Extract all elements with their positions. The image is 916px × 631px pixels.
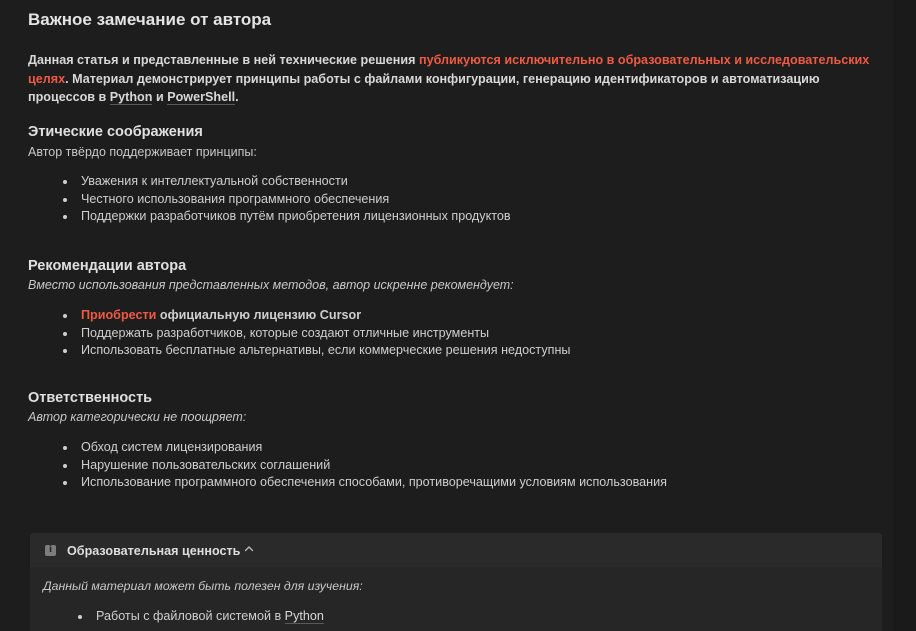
- list-item: Поддержки разработчиков путём приобретения лицензионных продуктов: [62, 208, 511, 226]
- inline-code-python: Python: [109, 90, 153, 104]
- recommendations-subtitle: Вместо использования представленных методов, автор искренне рекомендует:: [28, 278, 514, 292]
- purchase-link[interactable]: Приобрести: [81, 308, 157, 322]
- responsibility-heading: Ответственность: [28, 390, 153, 406]
- callout-title: Образовательная ценность: [67, 544, 241, 558]
- recommendations-list: [62, 307, 570, 360]
- intro-and: и: [152, 90, 168, 104]
- ethics-heading: Этические соображения: [28, 124, 203, 140]
- responsibility-subtitle: Автор категорически не поощряет:: [28, 410, 247, 424]
- ethics-subtitle: Автор твёрдо поддерживает принципы:: [28, 145, 257, 159]
- responsibility-list: [62, 439, 667, 492]
- info-icon: i: [45, 545, 56, 556]
- intro-highlight: публикуются исключительно в образовательных и исследовательских целях: [28, 53, 870, 86]
- intro-text-2: . Материал демонстрирует принципы работы с файлами конфигурации, генерацию идентификаторов и автоматизацию процессов в: [28, 71, 820, 104]
- list-item: Использование программного обеспечения способами, противоречащими условиям использования: [62, 474, 667, 492]
- callout-text: Данный материал может быть полезен для изучения:: [43, 579, 363, 593]
- list-item: Нарушение пользовательских соглашений: [62, 457, 667, 475]
- list-item: Честного использования программного обеспечения: [62, 191, 511, 209]
- page-title: Важное замечание от автора: [28, 10, 272, 29]
- callout-item-text: Работы с файловой системой в: [96, 609, 285, 623]
- list-item: [62, 307, 570, 325]
- recommendations-heading: Рекомендации автора: [28, 258, 187, 274]
- license-text: официальную лицензию Cursor: [156, 308, 362, 322]
- list-item: Поддержать разработчиков, которые создают отличные инструменты: [62, 325, 570, 343]
- scrollbar-track[interactable]: [893, 0, 916, 631]
- callout-educational-value: [30, 533, 882, 631]
- callout-list: [77, 608, 324, 626]
- list-item: Использовать бесплатные альтернативы, если коммерческие решения недоступны: [62, 342, 570, 360]
- intro-paragraph: [28, 51, 888, 107]
- chevron-up-icon[interactable]: [242, 542, 256, 556]
- callout-header[interactable]: [30, 533, 882, 567]
- list-item: Обход систем лицензирования: [62, 439, 667, 457]
- inline-code-powershell: PowerShell: [167, 90, 236, 104]
- ethics-list: [62, 173, 511, 226]
- list-item: Уважения к интеллектуальной собственности: [62, 173, 511, 191]
- intro-text-1: Данная статья и представленные в ней технические решения: [28, 53, 419, 67]
- intro-end: .: [235, 90, 239, 104]
- list-item: [77, 608, 324, 626]
- inline-code-python: Python: [284, 609, 324, 623]
